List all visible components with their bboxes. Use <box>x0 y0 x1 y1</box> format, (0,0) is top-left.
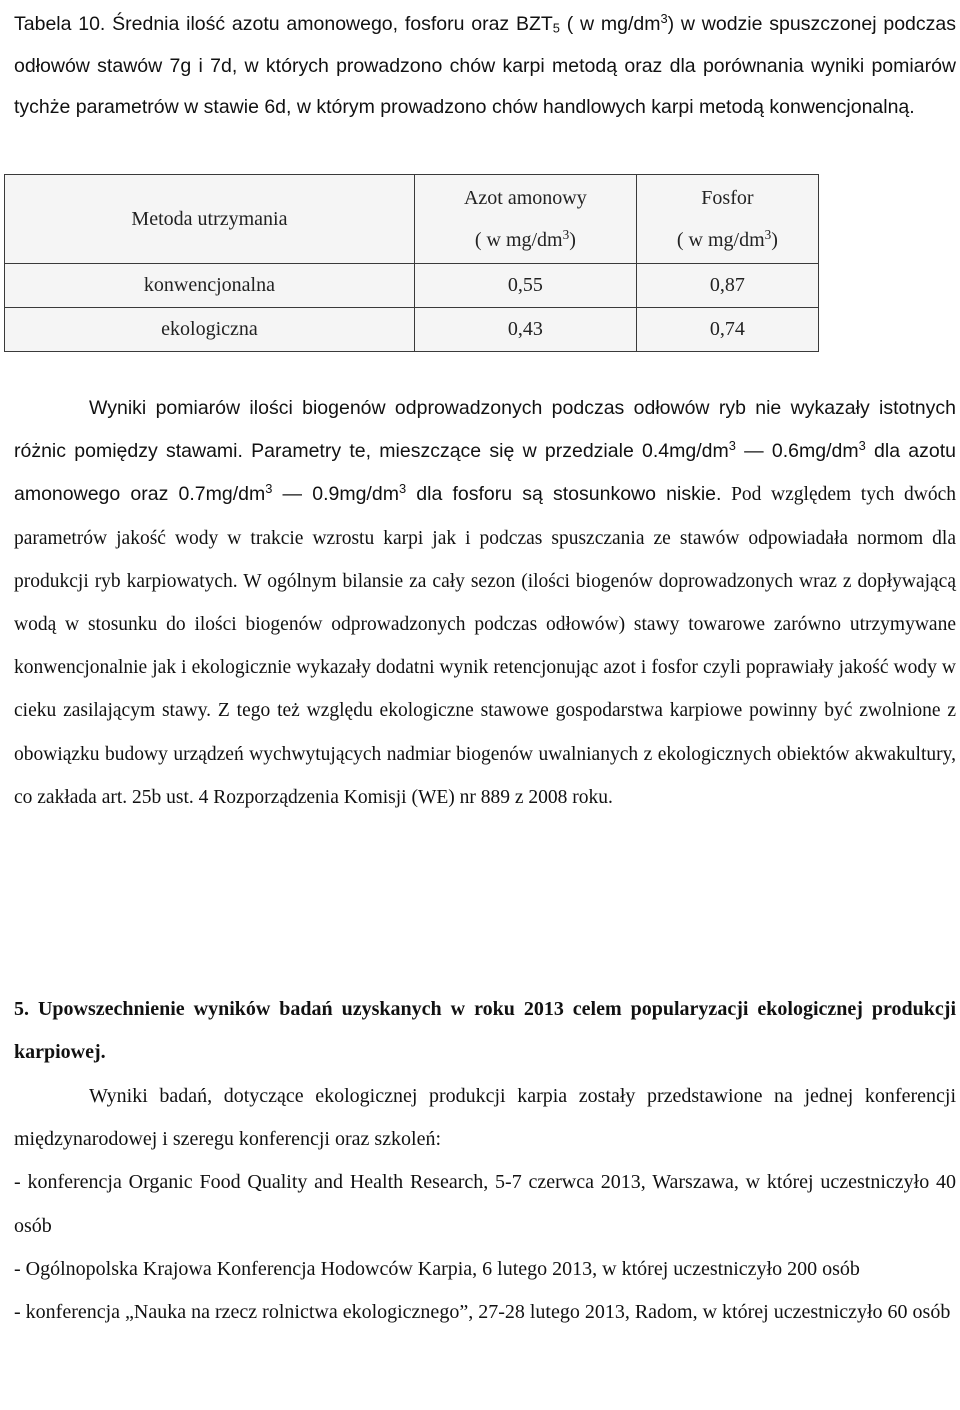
section-body <box>14 1075 956 1334</box>
caption-superscript: 3 <box>660 10 668 26</box>
table-row <box>5 264 819 308</box>
results-text-1: Wyniki pomiarów ilości biogenów odprowadzonych podczas odłowów ryb nie wykazały istotnych różnic pomiędzy stawami. Parametry te, mieszczące się w przedziale $0.4mg/dm^3$ — $0.6mg/dm^3$ dla azotu amonowego oraz $0.7mg/dm^3$ — $0.9mg/dm^3$ dla fosforu są stosunkowo niskie. <box>14 397 957 506</box>
caption-subscript: 5 <box>552 20 560 36</box>
caption-text-3: ) w wodzie spuszczonej podczas odłowów stawów 7g i 7d, w których prowadzono chów karpi metodą oraz dla porównania wyniki pomiarów tychże parametrów w stawie 6d, w którym prowadzono chów handlowych karpi metodą konwencjonalną. <box>14 13 956 118</box>
header-phosphorus-unit: ( w $mg/dm^3$) <box>676 226 778 251</box>
results-text-2: Pod względem tych dwóch parametrów jakość wody w trakcie wzrostu karpi jak i podczas spuszczania ze stawów odpowiadała normom dla produkcji ryb karpiowatych. W ogólnym bilansie za cały sezon (ilości biogenów doprowadzonych wraz z dopływającą wodą w stosunku do ilości biogenów odprowadzonych podczas odłowów) stawy towarowe zarówno utrzymywane konwencjonalnie jak i ekologicznie wykazały dodatni wynik retencjonując azot i fosfor czyli poprawiały jakość wody w cieku zasilającym stawy. Z tego też względu ekologiczne stawowe gospodarstwa karpiowe powinny być zwolnione z obowiązku budowy urządzeń wychwytujących nadmiar biogenów uwalnianych z ekologicznych obiektów akwakultury, co zakłada art. 25b ust. 4 Rozporządzenia Komisji (WE) nr 889 z 2008 roku. <box>14 484 956 808</box>
row-method: ekologiczna <box>5 308 415 352</box>
row-nitrogen: 0,55 <box>414 264 636 308</box>
caption-text-1: Tabela 10. Średnia ilość azotu amonowego, fosforu oraz BZT <box>14 13 553 35</box>
header-method: Metoda utrzymania <box>5 175 415 264</box>
list-item: - konferencja Organic Food Quality and Health Research, 5-7 czerwca 2013, Warszawa, w której uczestniczyło 40 osób <box>14 1171 956 1237</box>
caption-text-2: ( w mg/dm <box>559 13 661 35</box>
table-header-row <box>5 175 819 264</box>
header-nitrogen-unit: ( w $mg/dm^3$) <box>474 226 576 251</box>
list-item: - Ogólnopolska Krajowa Konferencja Hodowców Karpia, 6 lutego 2013, w której uczestniczyło 200 osób <box>14 1257 860 1280</box>
section-intro: Wyniki badań, dotyczące ekologicznej produkcji karpia zostały przedstawione na jednej konferencji międzynarodowej i szeregu konferencji oraz szkoleń: <box>14 1085 956 1151</box>
row-method: konwencjonalna <box>5 264 415 308</box>
row-phosphorus: 0,74 <box>636 308 818 352</box>
results-table <box>4 174 819 352</box>
row-phosphorus: 0,87 <box>636 264 818 308</box>
list-item: - konferencja „Nauka na rzecz rolnictwa ekologicznego”, 27-28 lutego 2013, Radom, w której uczestniczyło 60 osób <box>14 1301 951 1324</box>
header-nitrogen: Azot amonowy ( w $mg/dm^3$) <box>414 175 636 264</box>
row-nitrogen: 0,43 <box>414 308 636 352</box>
results-paragraph <box>14 387 956 819</box>
header-phosphorus: Fosfor ( w $mg/dm^3$) <box>636 175 818 264</box>
table-caption <box>14 4 956 129</box>
table-row <box>5 308 819 352</box>
section-heading: 5. Upowszechnienie wyników badań uzyskanych w roku 2013 celem popularyzacji ekologicznej produkcji karpiowej. <box>14 998 956 1063</box>
